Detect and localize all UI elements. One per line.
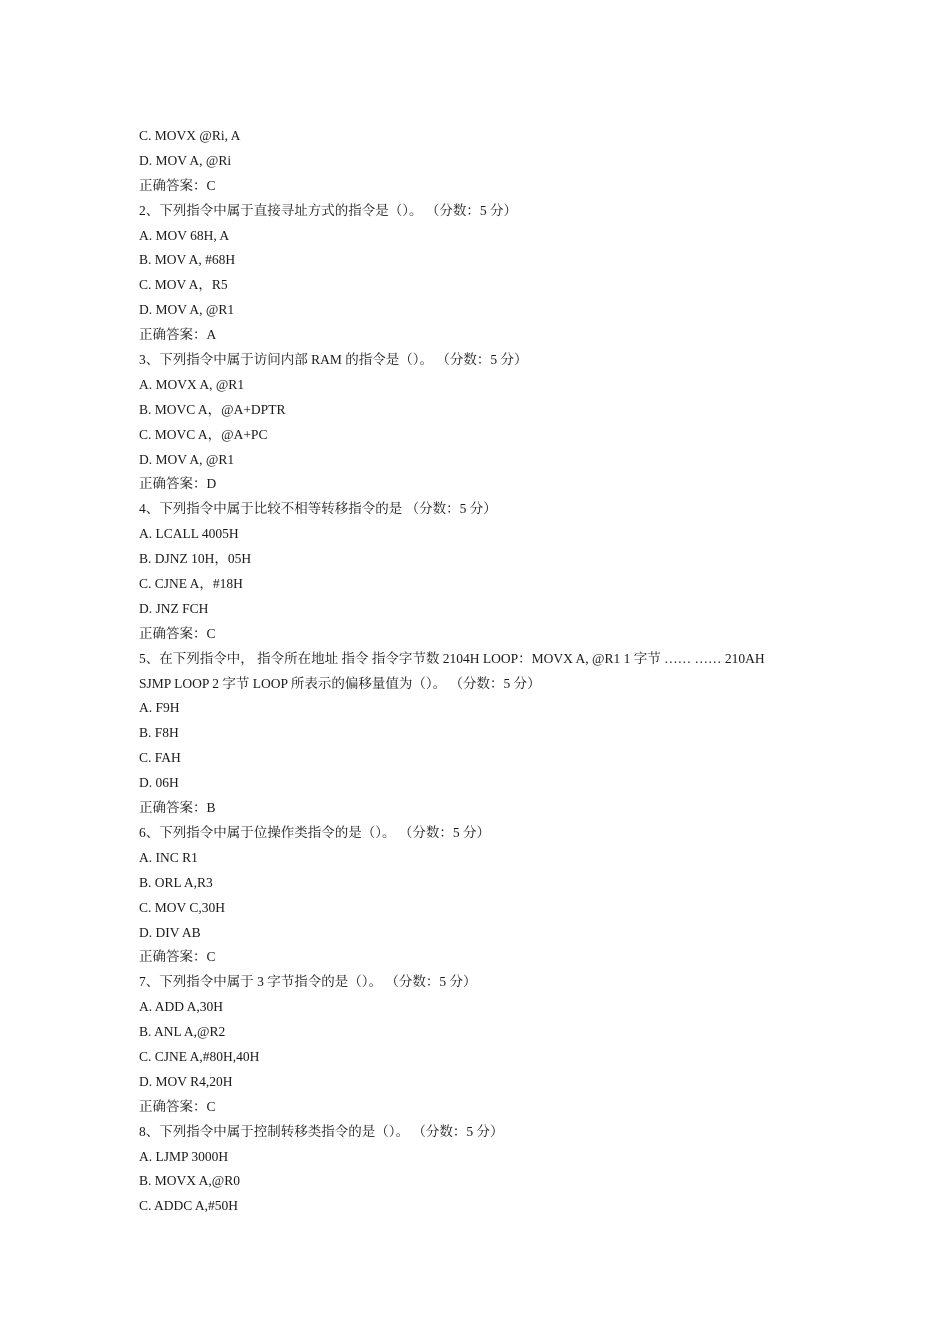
text-line: 正确答案：C xyxy=(139,177,216,193)
text-line: A. MOV 68H, A xyxy=(139,227,230,243)
text-line: 5、在下列指令中， 指令所在地址 指令 指令字节数 2104H LOOP：MOVX A, @R1 1 字节 …… …… 210AH xyxy=(139,650,765,666)
text-line: 2、下列指令中属于直接寻址方式的指令是（）。 （分数：5 分） xyxy=(139,202,517,218)
text-line: C. MOVX @Ri, A xyxy=(139,128,241,143)
text-line: 正确答案：C xyxy=(139,949,216,965)
text-line: D. 06H xyxy=(139,775,179,791)
text-line: C. FAH xyxy=(139,750,181,766)
text-line: C. MOV A，R5 xyxy=(139,277,228,293)
text-line: A. MOVX A, @R1 xyxy=(139,376,245,392)
text-line: 正确答案：D xyxy=(139,476,217,492)
text-line: B. DJNZ 10H，05H xyxy=(139,551,252,567)
text-line: D. MOV A, @R1 xyxy=(139,451,235,467)
text-line: D. DIV AB xyxy=(139,924,201,940)
text-line: 7、下列指令中属于 3 字节指令的是（）。 （分数：5 分） xyxy=(139,974,477,990)
text-line: B. ORL A,R3 xyxy=(139,874,213,890)
text-line: D. MOV A, @Ri xyxy=(139,152,232,168)
text-line: A. F9H xyxy=(139,700,180,716)
text-line: D. MOV A, @R1 xyxy=(139,302,235,318)
text-line: B. MOVX A,@R0 xyxy=(139,1173,240,1189)
text-line: 8、下列指令中属于控制转移类指令的是（）。 （分数：5 分） xyxy=(139,1123,504,1139)
text-line: SJMP LOOP 2 字节 LOOP 所表示的偏移量值为（）。 （分数：5 分） xyxy=(139,675,541,691)
text-line: 正确答案：B xyxy=(139,800,216,816)
text-line: A. LJMP 3000H xyxy=(139,1148,229,1164)
text-line: 正确答案：C xyxy=(139,625,216,641)
text-line: C. CJNE A，#18H xyxy=(139,576,243,592)
text-line: C. CJNE A,#80H,40H xyxy=(139,1048,260,1064)
text-line: C. ADDC A,#50H xyxy=(139,1198,239,1214)
text-line: C. MOVC A，@A+PC xyxy=(139,426,268,442)
text-line: B. MOV A, #68H xyxy=(139,252,236,268)
text-line: A. INC R1 xyxy=(139,849,198,865)
text-line: B. ANL A,@R2 xyxy=(139,1024,226,1040)
text-line: 6、下列指令中属于位操作类指令的是（）。 （分数：5 分） xyxy=(139,824,490,840)
text-line: A. ADD A,30H xyxy=(139,999,224,1015)
text-line: 3、下列指令中属于访问内部 RAM 的指令是（）。 （分数：5 分） xyxy=(139,352,528,368)
text-line: B. F8H xyxy=(139,725,179,741)
text-line: D. JNZ FCH xyxy=(139,600,209,616)
text-line: 正确答案：A xyxy=(139,327,217,343)
text-line: B. MOVC A，@A+DPTR xyxy=(139,401,286,417)
text-line: 正确答案：C xyxy=(139,1098,216,1114)
document-body xyxy=(139,124,829,1219)
text-line: D. MOV R4,20H xyxy=(139,1073,233,1089)
text-line: C. MOV C,30H xyxy=(139,899,226,915)
text-line: A. LCALL 4005H xyxy=(139,526,239,542)
text-line: 4、下列指令中属于比较不相等转移指令的是 （分数：5 分） xyxy=(139,501,497,517)
